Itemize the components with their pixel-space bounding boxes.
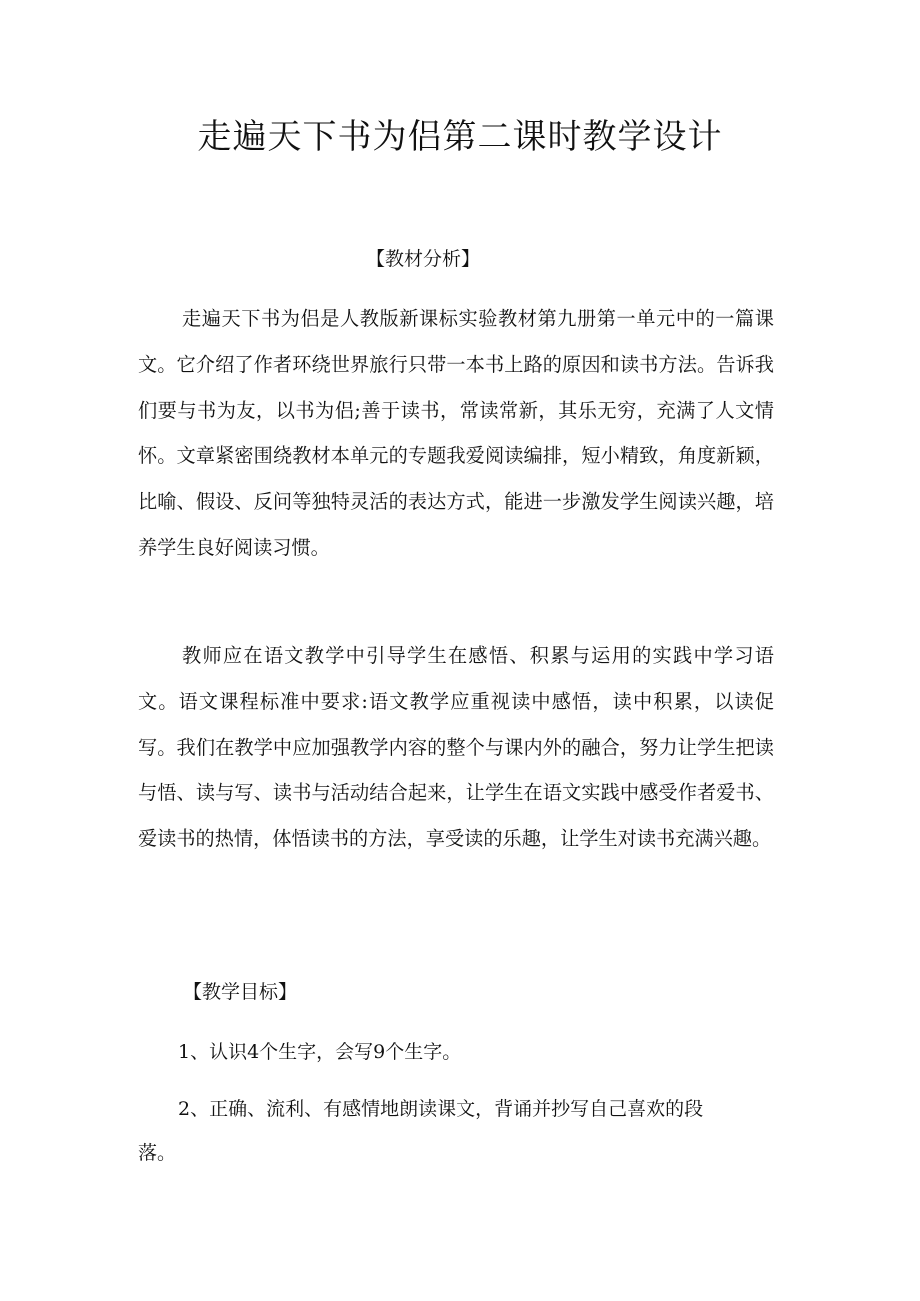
section-heading-goals: 【教学目标】 bbox=[183, 981, 298, 1003]
goal-item-2: 2、正确、流利、有感情地朗读课文，背诵并抄写自己喜欢的段落。 bbox=[138, 1098, 704, 1164]
analysis-paragraph-1: 走遍天下书为侣是人教版新课标实验教材第九册第一单元中的一篇课文。它介绍了作者环绕世界旅行只带一本书上路的原因和读书方法。告诉我们要与书为友，以书为侣;善于读书，常读常新，其乐无穷，充满了人文情怀。文章紧密围绕教材本单元的专题我爱阅读编排，短小精致，角度新颖，比喻、假设、反问等独特灵活的表达方式，能进一步激发学生阅读兴趣，培养学生良好阅读习惯。 bbox=[138, 307, 774, 559]
section-heading-analysis: 【教材分析】 bbox=[366, 248, 481, 270]
page-title: 走遍天下书为侣第二课时教学设计 bbox=[197, 117, 723, 157]
goal-item-1: 1、认识4个生字，会写9个生字。 bbox=[178, 1041, 462, 1063]
analysis-paragraph-2: 教师应在语文教学中引导学生在感悟、积累与运用的实践中学习语文。语文课程标准中要求:语文教学应重视读中感悟，读中积累，以读促写。我们在教学中应加强教学内容的整个与课内外的融合，努力让学生把读与悟、读与写、读书与活动结合起来，让学生在语文实践中感受作者爱书、爱读书的热情，体悟读书的方法，享受读的乐趣，让学生对读书充满兴趣。 bbox=[138, 644, 774, 851]
